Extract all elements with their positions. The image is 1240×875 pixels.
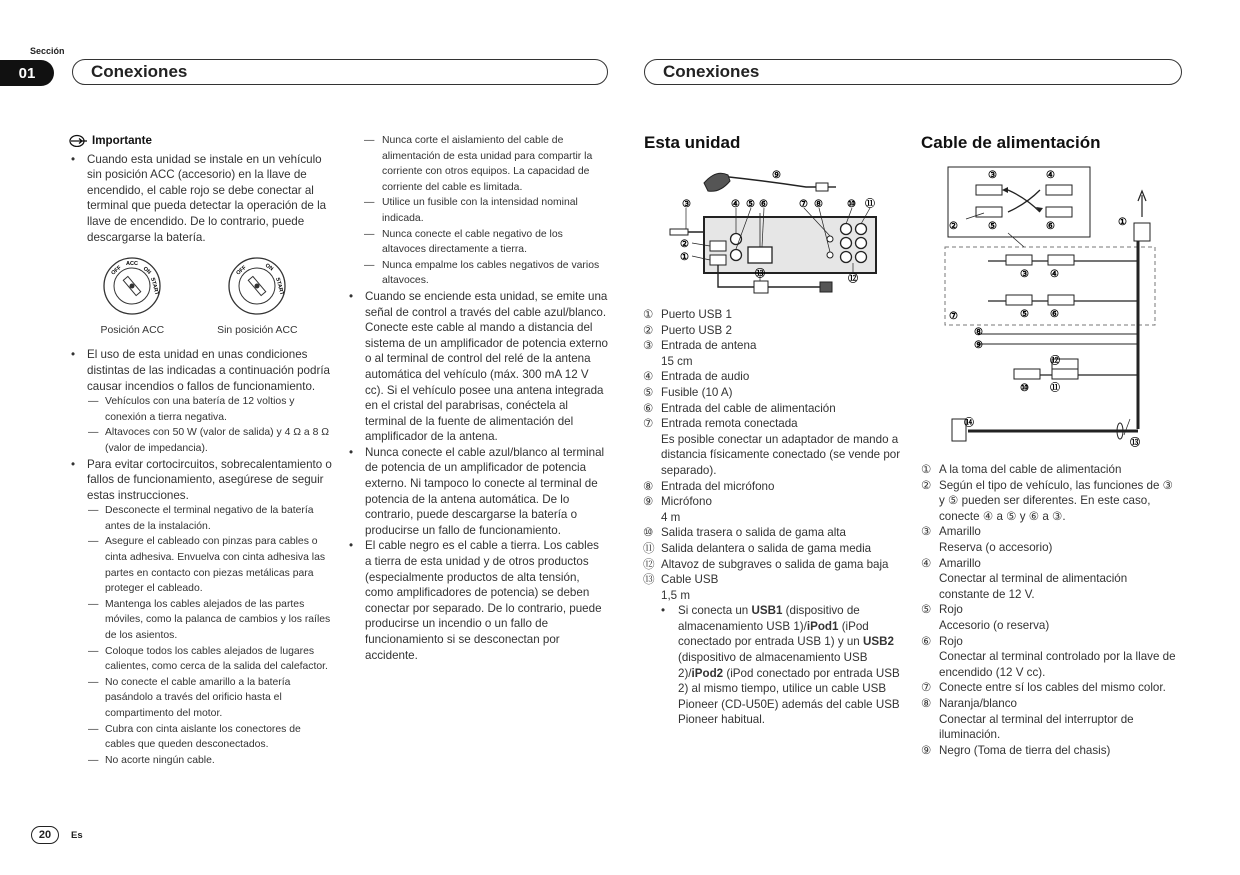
unit-legend-item: ⑥ Entrada del cable de alimentación xyxy=(643,401,836,415)
unit-diagram-label-13: ⑬ xyxy=(755,269,765,280)
unit-diagram-label-6: ⑥ xyxy=(759,199,768,210)
fuse-slot xyxy=(731,250,742,261)
power-legend-item: ⑦ Conecte entre sí los cables del mismo color. xyxy=(921,681,1166,695)
page-title-left: Conexiones xyxy=(72,59,608,85)
unit-legend xyxy=(643,307,905,728)
switch-acc-acc-mark: ACC xyxy=(126,261,139,268)
unit-legend-sub: 15 cm xyxy=(661,354,693,368)
power-legend-sub: Conectar al terminal de alimentación constante de 12 V. xyxy=(939,572,1128,601)
unit-legend-item: ⑬ Cable USB xyxy=(643,573,719,587)
page-title-right: Conexiones xyxy=(644,59,1182,85)
power-legend-item: ③ Amarillo xyxy=(921,525,981,539)
unit-diagram-label-1: ① xyxy=(680,252,689,263)
switch-acc-figure xyxy=(101,256,165,338)
power-diagram-label-8: ⑧ xyxy=(974,327,983,338)
conditions-battery: — Vehículos con una batería de 12 voltios y conexión a tierra negativa. xyxy=(68,394,332,425)
power-legend-item: ② Según el tipo de vehículo, las funciones de ③ y ⑤ pueden ser diferentes. En este caso, conecte ④ a ⑤ y ⑥ a ③. xyxy=(921,478,1174,523)
unit-legend-item: ④ Entrada de audio xyxy=(643,370,750,384)
unit-legend-item: ⑫ Altavoz de subgraves o salida de gama baja xyxy=(643,557,889,571)
unit-diagram xyxy=(656,163,896,303)
switch-acc-off-mark: OFF xyxy=(110,265,124,277)
switch-acc-label: Posición ACC xyxy=(100,324,165,336)
ignition-switch-acc-icon xyxy=(102,256,162,316)
usb1-port xyxy=(710,255,726,265)
power-diagram-label-14: ⑭ xyxy=(964,418,974,429)
warning-bullet-blue-white: • Cuando se enciende esta unidad, se emite una señal de control a través del cable azul/blanco. Conecte este cable al mando a distancia del sistema de un amplificador de potencia externo o al terminal de control del relé de la antena automática del vehículo (máx. 300 mA 12 V cc). Si el vehículo posee una antena integrada en el cristal del parabrisas, conéctela al terminal de la fuente de alimentación del amplificador de la antena. xyxy=(346,289,608,445)
important-column xyxy=(68,133,332,768)
power-legend-sub: Reserva (o accesorio) xyxy=(939,540,1053,554)
warning-dash-insulation: — Nunca corte el aislamiento del cable de alimentación de esta unidad para compartir la corriente con otros equipos. La capacidad de corriente del cable es limitada. xyxy=(346,133,608,195)
unit-diagram-label-3: ③ xyxy=(682,199,691,210)
ignition-switch-noacc-icon xyxy=(227,256,287,316)
important-bullet-acc: • Cuando esta unidad se instale en un vehículo sin posición ACC (accesorio) en la llave de encendido, el cable rojo se debe conectar al terminal que pueda detectar la operación de la llave de encendido. De lo contrario, puede descargarse la batería. xyxy=(68,152,332,246)
instruction-no-shorten: — No acorte ningún cable. xyxy=(68,753,332,769)
important-heading xyxy=(68,133,332,149)
unit-diagram-label-7: ⑦ xyxy=(799,199,808,210)
unit-legend-item: ⑤ Fusible (10 A) xyxy=(643,385,733,399)
remote-input-jack xyxy=(827,252,833,258)
power-diagram-label-1: ① xyxy=(1118,217,1127,228)
warning-bullet-power-terminal: • Nunca conecte el cable azul/blanco al terminal de potencia de un amplificador de potencia externo. Ni tampoco lo conecte al terminal de potencia de la antena automática. De lo contrario, puede descargarse la batería o producirse un fallo de funcionamiento. xyxy=(346,445,608,539)
warnings-column xyxy=(346,133,608,663)
power-legend-item: ⑧ Naranja/blanco xyxy=(921,696,1017,710)
unit-diagram-label-8: ⑧ xyxy=(814,199,823,210)
usb-note: • Si conecta un USB1 (dispositivo de almacenamiento USB 1)/iPod1 (iPod conectado por entrada USB 1) y un USB2 (dispositivo de almacenamiento USB 2)/iPod2 (iPod conectado por entrada USB 2) al mismo tiempo, utilice un cable USB Pioneer (CD-U50E) además del cable USB Pioneer habitual. xyxy=(643,603,905,728)
instruction-insulate: — Cubra con cinta aislante los conectores de cables que queden desconectados. xyxy=(68,722,332,753)
important-icon xyxy=(68,134,88,147)
unit-legend-item: ⑩ Salida trasera o salida de gama alta xyxy=(643,526,846,540)
unit-legend-sub: Es posible conectar un adaptador de mando a distancia físicamente conectado (se vende por separado). xyxy=(661,432,901,477)
power-diagram-label-2: ② xyxy=(949,221,958,232)
ignition-switch-figures xyxy=(74,256,324,338)
power-legend-item: ⑨ Negro (Toma de tierra del chasis) xyxy=(921,743,1111,757)
unit-legend-item: ⑧ Entrada del micrófono xyxy=(643,479,775,493)
unit-diagram-label-9: ⑨ xyxy=(772,170,781,181)
plug-connectors xyxy=(1006,255,1078,379)
switch-noacc-off-mark: OFF xyxy=(235,265,249,277)
warning-dash-splice: — Nunca empalme los cables negativos de varios altavoces. xyxy=(346,258,608,289)
unit-diagram-label-10: ⑩ xyxy=(847,199,856,210)
power-diagram-label-11: ⑪ xyxy=(1050,383,1060,394)
unit-legend-sub: 4 m xyxy=(661,510,681,524)
power-legend-item: ⑥ Rojo xyxy=(921,634,963,648)
power-diagram-label-7: ⑦ xyxy=(949,311,958,322)
warning-dash-fuse: — Utilice un fusible con la intensidad nominal indicada. xyxy=(346,195,608,226)
reserve-swap-box xyxy=(948,167,1090,237)
unit-legend-item: ⑪ Salida delantera o salida de gama media xyxy=(643,541,872,555)
power-legend-sub: Accesorio (o reserva) xyxy=(939,618,1050,632)
unit-title: Esta unidad xyxy=(644,133,741,152)
switch-acc-on-mark: ON xyxy=(142,266,153,276)
power-diagram-label-6: ⑥ xyxy=(1046,221,1055,232)
instruction-secure: — Asegure el cableado con pinzas para cables o cinta adhesiva. Envuelva con cinta adhesiva las partes en contacto con piezas metálicas para proteger el cableado. xyxy=(68,534,332,596)
power-diagram-label-12: ⑫ xyxy=(1050,356,1060,367)
instruction-yellow-cable: — No conecte el cable amarillo a la batería pasándolo a través del orificio hasta el compartimento del motor. xyxy=(68,675,332,722)
power-diagram-label-6b: ⑥ xyxy=(1050,309,1059,320)
important-bullet-conditions: • El uso de esta unidad en unas condiciones distintas de las indicadas a continuación podría causar incendios o fallos de funcionamiento. xyxy=(68,347,332,394)
usb2-port xyxy=(710,241,726,251)
power-diagram-label-9: ⑨ xyxy=(974,340,983,351)
important-bullet-shortcircuit: • Para evitar cortocircuitos, sobrecalentamiento o fallos de funcionamiento, asegúrese de seguir estas instrucciones. xyxy=(68,457,332,504)
unit-diagram-label-4: ④ xyxy=(731,199,740,210)
power-legend-sub: Conectar al terminal del interruptor de iluminación. xyxy=(939,712,1134,742)
microphone-icon xyxy=(704,173,836,191)
power-title: Cable de alimentación xyxy=(921,133,1101,152)
section-number: 01 xyxy=(0,60,54,86)
switch-noacc-figure xyxy=(217,256,297,338)
unit-legend-item: ③ Entrada de antena xyxy=(643,339,757,353)
switch-noacc-on-mark: ON xyxy=(264,262,275,273)
power-diagram-label-3b: ③ xyxy=(1020,269,1029,280)
power-legend-item: ④ Amarillo xyxy=(921,556,981,570)
instruction-hot-places: — Coloque todos los cables alejados de lugares calientes, como cerca de la salida del calefactor. xyxy=(68,644,332,675)
mic-input-jack xyxy=(827,236,833,242)
power-legend xyxy=(921,462,1179,758)
instruction-disconnect: — Desconecte el terminal negativo de la batería antes de la instalación. xyxy=(68,503,332,534)
instruction-moving-parts: — Mantenga los cables alejados de las partes móviles, como la palanca de cambios y los raíles de los asientos. xyxy=(68,597,332,644)
section-label: Sección xyxy=(30,46,65,56)
power-diagram-label-13: ⑬ xyxy=(1130,438,1140,449)
warning-dash-speaker-ground: — Nunca conecte el cable negativo de los altavoces directamente a tierra. xyxy=(346,227,608,258)
power-diagram-label-5b: ⑤ xyxy=(1020,309,1029,320)
unit-legend-sub: 1,5 m xyxy=(661,588,690,602)
unit-diagram-label-12: ⑫ xyxy=(848,274,858,285)
power-connector xyxy=(748,247,772,263)
power-legend-sub: Conectar al terminal controlado por la llave de encendido (12 V cc). xyxy=(939,650,1176,679)
unit-diagram-label-5: ⑤ xyxy=(746,199,755,210)
switch-noacc-start-mark: START xyxy=(274,277,285,297)
power-cable-diagram xyxy=(944,163,1176,455)
power-diagram-label-10: ⑩ xyxy=(1020,383,1029,394)
power-diagram-label-4b: ④ xyxy=(1050,269,1059,280)
important-title: Importante xyxy=(92,134,152,147)
unit-legend-item: ⑨ Micrófono xyxy=(643,495,712,509)
power-diagram-label-3: ③ xyxy=(988,170,997,181)
power-diagram-label-4: ④ xyxy=(1046,170,1055,181)
unit-diagram-label-11: ⑪ xyxy=(865,199,875,210)
warning-bullet-ground: • El cable negro es el cable a tierra. Los cables a tierra de esta unidad y de otros productos (especialmente productos de alta tensión, como amplificadores de potencia) se deben conectar por separado. De lo contrario, puede producirse un incendio o un fallo de funcionamiento si se desconectan por accidente. xyxy=(346,538,608,663)
conditions-speakers: — Altavoces con 50 W (valor de salida) y 4 Ω a 8 Ω (valor de impedancia). xyxy=(68,425,332,456)
power-legend-item: ① A la toma del cable de alimentación xyxy=(921,463,1122,476)
unit-legend-item: ⑦ Entrada remota conectada xyxy=(643,417,798,431)
unit-legend-item: ① Puerto USB 1 xyxy=(643,308,732,321)
switch-noacc-label: Sin posición ACC xyxy=(217,324,298,336)
unit-legend-item: ② Puerto USB 2 xyxy=(643,323,732,337)
switch-acc-start-mark: START xyxy=(149,277,160,297)
language-code: Es xyxy=(71,830,83,841)
unit-diagram-label-2: ② xyxy=(680,239,689,250)
power-legend-item: ⑤ Rojo xyxy=(921,603,963,617)
power-diagram-label-5: ⑤ xyxy=(988,221,997,232)
page-number: 20 xyxy=(31,826,59,844)
